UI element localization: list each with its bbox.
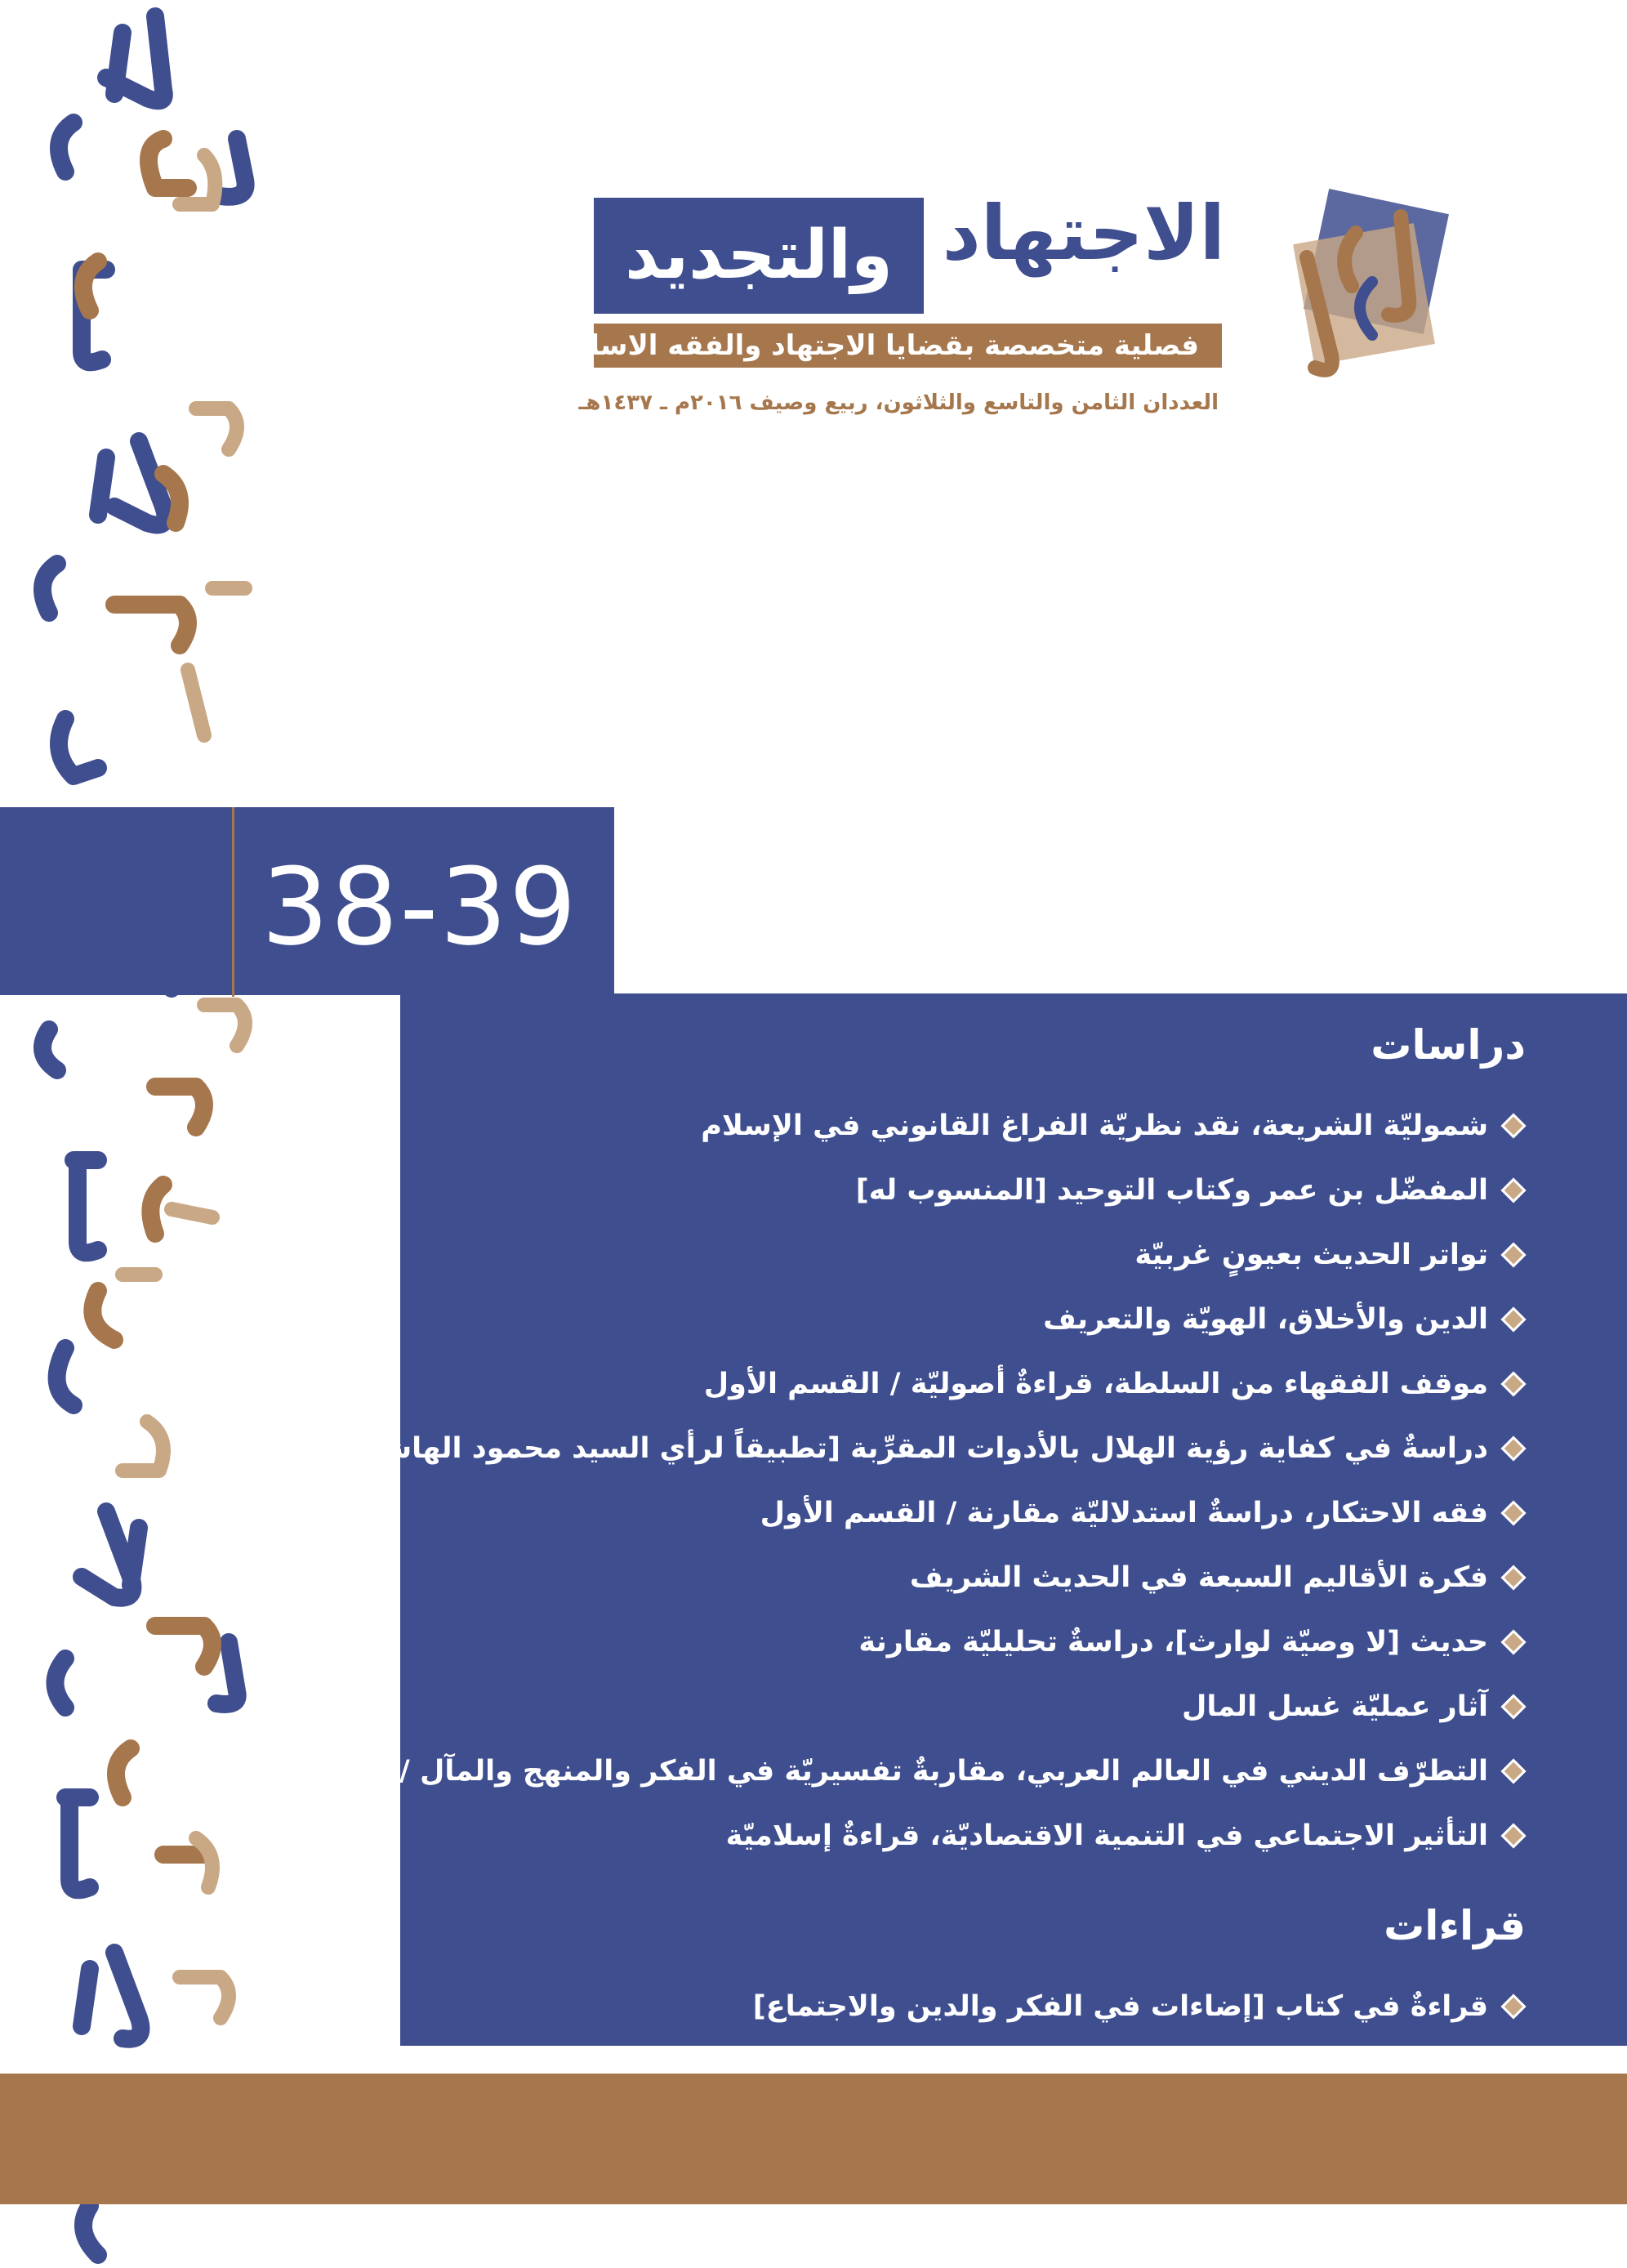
magazine-title-secondary-box (594, 198, 924, 314)
diamond-bullet-icon (1500, 1241, 1527, 1269)
toc-item[interactable] (417, 1355, 1527, 1413)
decorative-calligraphy-column (0, 0, 327, 2268)
toc-item-label: فقه الاحتكار، دراسةٌ استدلاليّة مقارنة / القسم الأول (760, 1497, 1488, 1529)
toc-item-label: دراسةٌ في كفاية رؤية الهلال بالأدوات المقرِّبة [تطبيقاً لرأي السيد محمود الهاشمي] (322, 1432, 1488, 1465)
diamond-bullet-icon (1500, 1693, 1527, 1721)
subtitle-bar (533, 324, 1222, 368)
toc-item[interactable] (417, 1161, 1527, 1220)
calligraphy-logo-icon (1258, 184, 1462, 388)
toc-item[interactable] (417, 1290, 1527, 1349)
toc-item[interactable] (417, 1613, 1527, 1672)
diamond-bullet-icon (1500, 1435, 1527, 1462)
toc-item-label: تواتر الحديث بعيونٍ غربيّة (1134, 1239, 1488, 1271)
issue-number: 38-39 (261, 845, 578, 969)
toc-item-label: حديث [لا وصيّة لوارث]، دراسةٌ تحليليّة مقارنة (858, 1626, 1488, 1659)
diamond-bullet-icon (1500, 1993, 1527, 2020)
diamond-bullet-icon (1500, 1757, 1527, 1785)
toc-item-label: قراءةٌ في كتاب [إضاءات في الفكر والدين والاجتماع] (752, 1990, 1488, 2023)
bottom-color-band (0, 2074, 1627, 2204)
toc-item-label: التطرّف الديني في العالم العربي، مقاربةٌ تفسيريّة في الفكر والمنهج والمآل / القسم الثاني (204, 1755, 1488, 1788)
diamond-bullet-icon (1500, 1822, 1527, 1850)
toc-item[interactable] (417, 1484, 1527, 1543)
readings-heading: قراءات (1384, 1902, 1526, 1949)
toc-item-label: الدين والأخلاق، الهويّة والتعريف (1043, 1303, 1488, 1336)
toc-item-label: التأثير الاجتماعي في التنمية الاقتصاديّة، قراءةٌ إسلاميّة (725, 1819, 1488, 1852)
diamond-bullet-icon (1500, 1499, 1527, 1527)
diamond-bullet-icon (1500, 1112, 1527, 1140)
toc-item-label: فكرة الأقاليم السبعة في الحديث الشريف (909, 1561, 1488, 1594)
magazine-title-primary: الاجتهاد (942, 190, 1225, 277)
diamond-bullet-icon (1500, 1176, 1527, 1204)
toc-item[interactable] (417, 1096, 1527, 1155)
diamond-bullet-icon (1500, 1306, 1527, 1333)
toc-item-label: موقف الفقهاء من السلطة، قراءةٌ أصوليّة / القسم الأول (703, 1368, 1488, 1400)
toc-item-label: آثار عمليّة غسل المال (1181, 1690, 1488, 1723)
toc-item[interactable] (417, 1548, 1527, 1607)
magazine-title-secondary: والتجديد (625, 217, 893, 294)
diamond-bullet-icon (1500, 1564, 1527, 1592)
magazine-subtitle: فصلية متخصصة بقضايا الاجتهاد والفقه الاسلامي (533, 329, 1199, 362)
issue-number-divider (232, 807, 234, 997)
diamond-bullet-icon (1500, 1370, 1527, 1398)
studies-heading: دراسات (1371, 1021, 1526, 1069)
toc-item-label: المفضّل بن عمر وكتاب التوحيد [المنسوب له] (855, 1174, 1488, 1207)
toc-item[interactable] (417, 1226, 1527, 1284)
toc-item[interactable] (417, 1977, 1527, 2036)
table-of-contents (204, 993, 1627, 2046)
toc-item-label: شموليّة الشريعة، نقد نظريّة الفراغ القانوني في الإسلام (701, 1109, 1488, 1142)
toc-item[interactable] (417, 1677, 1527, 1736)
toc-item[interactable] (204, 1742, 1527, 1801)
toc-item[interactable] (417, 1806, 1527, 1865)
issue-info: العددان الثامن والتاسع والثلاثون، ربيع وصيف ٢٠١٦م ـ ١٤٣٧هـ (578, 391, 1219, 415)
diamond-bullet-icon (1500, 1628, 1527, 1656)
toc-item[interactable] (322, 1419, 1527, 1478)
